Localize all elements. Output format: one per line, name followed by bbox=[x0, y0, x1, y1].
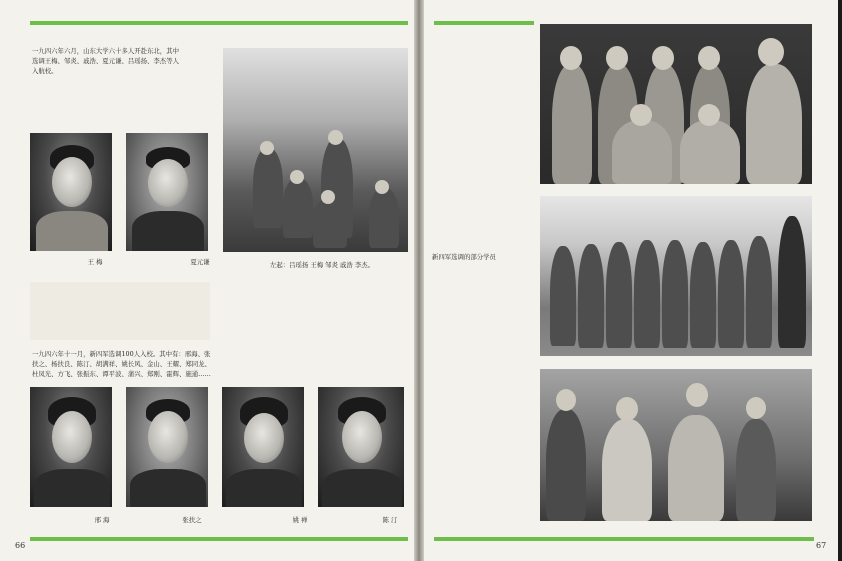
caption-portrait-2: 张扶之 bbox=[182, 516, 202, 524]
caption-portrait-1: 邢 海 bbox=[94, 516, 110, 524]
intro-text: 一九四六年六月，山东大学六十多人开赴东北，其中选调王梅、邹炎、戚浩、夏元谦、吕瑶扬、李杰等人入航校。 bbox=[32, 47, 179, 75]
second-text: 一九四六年十一月，新四军选调100人入校。其中有：邢海、张扶之、杨扶良、陈汀、胡满祥、姚长风、金山、王耀、郑同龙、杜凤光、方飞、张振东、谭平波、蒲兴、郑刚、霍辉、施通…… bbox=[32, 350, 211, 378]
right-page bbox=[424, 0, 838, 561]
left-page bbox=[0, 0, 414, 561]
portrait-4 bbox=[318, 387, 404, 507]
caption-portrait-3: 姚 禅 bbox=[292, 516, 308, 524]
caption-wang-mei: 王 梅 bbox=[87, 258, 103, 266]
page-number-right: 67 bbox=[816, 541, 827, 550]
group-photo-1 bbox=[540, 24, 812, 184]
top-rule bbox=[30, 21, 408, 25]
spine bbox=[414, 0, 424, 561]
faded-photo-area bbox=[30, 282, 210, 340]
portrait-wang-mei bbox=[30, 133, 112, 251]
page-number-left: 66 bbox=[15, 541, 26, 550]
portrait-2 bbox=[126, 387, 208, 507]
caption-right: 新四军选调的部分学员 bbox=[432, 253, 496, 261]
caption-portrait-4: 陈 汀 bbox=[382, 516, 398, 524]
bottom-rule-right bbox=[434, 537, 814, 541]
portrait-3 bbox=[222, 387, 304, 507]
group-photo-2 bbox=[540, 196, 812, 356]
caption-group-outdoor: 左起：吕瑶扬 王梅 邹炎 戚浩 李杰。 bbox=[270, 261, 374, 269]
caption-xia-yuanqian: 夏元谦 bbox=[190, 258, 210, 266]
bottom-rule bbox=[30, 537, 408, 541]
group-photo-outdoor bbox=[223, 48, 408, 252]
portrait-1 bbox=[30, 387, 112, 507]
top-rule-right bbox=[434, 21, 534, 25]
group-photo-3 bbox=[540, 369, 812, 521]
portrait-xia-yuanqian bbox=[126, 133, 208, 251]
